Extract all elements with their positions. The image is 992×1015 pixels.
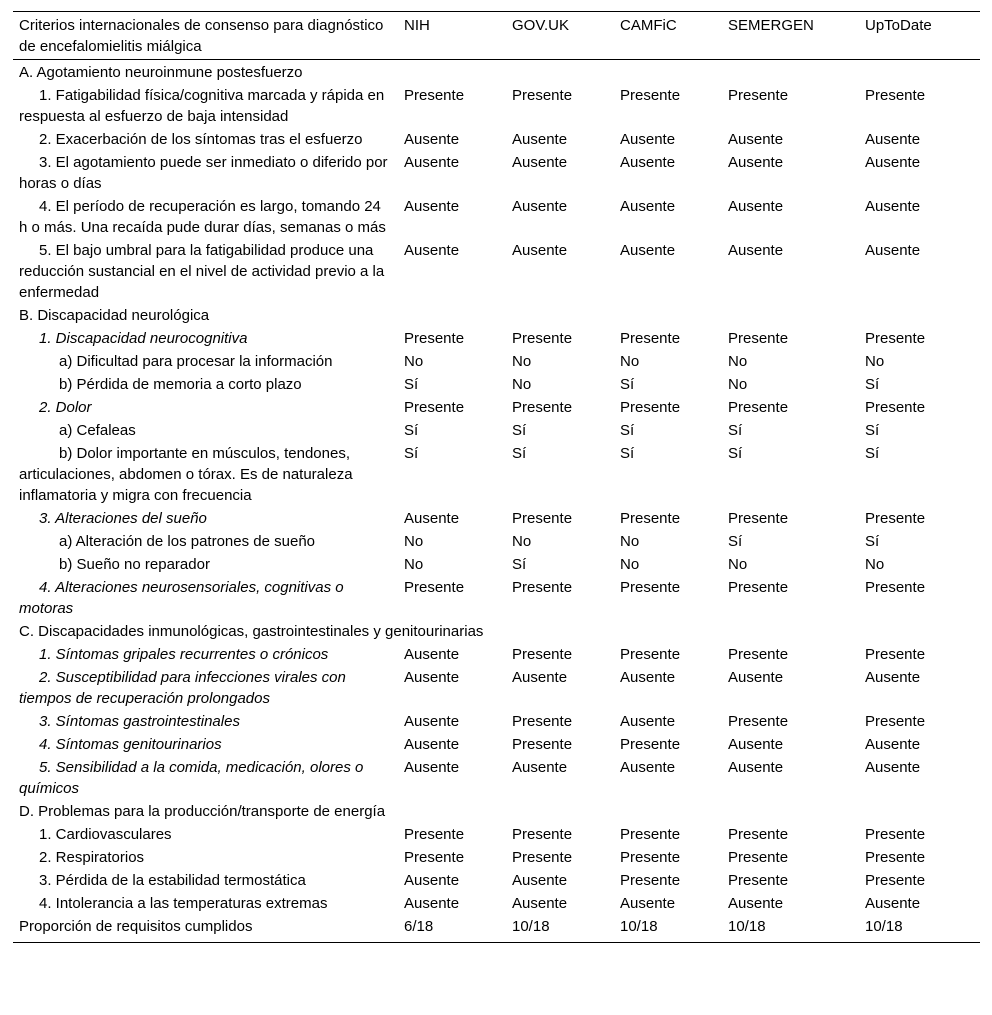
criterion-label: 2. Susceptibilidad para infecciones virales con tiempos de recuperación prolongados [19, 669, 346, 707]
value-govuk: Presente [512, 849, 573, 866]
criterion-label: 3. Pérdida de la estabilidad termostática [39, 872, 306, 889]
value-camfic: Presente [620, 330, 681, 347]
table-row [13, 443, 980, 508]
value-nih: Presente [404, 399, 465, 416]
value-nih: No [404, 533, 424, 550]
value-camfic: 10/18 [620, 918, 658, 935]
value-govuk: Presente [512, 826, 573, 843]
value-semergen: 10/18 [728, 918, 766, 935]
value-camfic: Presente [620, 646, 681, 663]
value-govuk: 10/18 [512, 918, 550, 935]
value-uptodate: Sí [865, 445, 880, 462]
value-camfic: Ausente [620, 198, 676, 215]
value-camfic: Presente [620, 872, 681, 889]
value-semergen: Sí [728, 445, 743, 462]
header-criteria: Criterios internacionales de consenso para diagnóstico de encefalomielitis miálgica [19, 17, 384, 55]
value-semergen: Ausente [728, 154, 784, 171]
value-govuk: No [512, 533, 532, 550]
value-uptodate: No [865, 556, 885, 573]
table-row [13, 351, 980, 374]
value-camfic: Ausente [620, 759, 676, 776]
value-semergen: Presente [728, 646, 789, 663]
value-uptodate: Ausente [865, 895, 921, 912]
section-heading: D. Problemas para la producción/transporte de energía [19, 803, 386, 820]
total-label: Proporción de requisitos cumplidos [19, 918, 253, 935]
value-camfic: Ausente [620, 669, 676, 686]
value-uptodate: No [865, 353, 885, 370]
value-semergen: Presente [728, 826, 789, 843]
table-row [13, 577, 980, 621]
value-semergen: Presente [728, 510, 789, 527]
value-camfic: Sí [620, 445, 635, 462]
value-semergen: Presente [728, 87, 789, 104]
table-row [13, 667, 980, 711]
value-semergen: Presente [728, 399, 789, 416]
value-uptodate: Ausente [865, 154, 921, 171]
value-govuk: Ausente [512, 154, 568, 171]
criterion-label: a) Alteración de los patrones de sueño [59, 533, 316, 550]
total-row [13, 916, 980, 943]
table-row [13, 152, 980, 196]
header-govuk: GOV.UK [512, 17, 569, 34]
criterion-label: 1. Fatigabilidad física/cognitiva marcada y rápida en respuesta al esfuerzo de baja intensidad [19, 87, 385, 125]
table-row [13, 420, 980, 443]
value-semergen: Presente [728, 713, 789, 730]
criterion-label: 1. Síntomas gripales recurrentes o crónicos [39, 646, 329, 663]
table-header [13, 12, 980, 60]
value-nih: Presente [404, 826, 465, 843]
value-camfic: Presente [620, 736, 681, 753]
value-uptodate: Sí [865, 533, 880, 550]
value-govuk: Presente [512, 736, 573, 753]
value-govuk: Ausente [512, 131, 568, 148]
value-semergen: No [728, 376, 748, 393]
criterion-label: 1. Discapacidad neurocognitiva [39, 330, 248, 347]
value-govuk: Ausente [512, 242, 568, 259]
value-uptodate: Presente [865, 87, 926, 104]
value-nih: Ausente [404, 131, 460, 148]
table-row [13, 397, 980, 420]
value-camfic: Ausente [620, 242, 676, 259]
table-row [13, 824, 980, 847]
value-govuk: No [512, 376, 532, 393]
criterion-label: 2. Dolor [39, 399, 92, 416]
value-uptodate: 10/18 [865, 918, 903, 935]
value-semergen: Ausente [728, 131, 784, 148]
section-heading: C. Discapacidades inmunológicas, gastrointestinales y genitourinarias [19, 623, 484, 640]
criteria-table [13, 11, 980, 943]
value-govuk: Ausente [512, 872, 568, 889]
value-govuk: Presente [512, 330, 573, 347]
value-camfic: No [620, 556, 640, 573]
value-semergen: Ausente [728, 669, 784, 686]
table-row [13, 508, 980, 531]
criterion-label: 4. Síntomas genitourinarios [39, 736, 222, 753]
value-semergen: Presente [728, 872, 789, 889]
value-nih: No [404, 353, 424, 370]
value-camfic: Sí [620, 422, 635, 439]
header-semergen: SEMERGEN [728, 17, 814, 34]
value-nih: No [404, 556, 424, 573]
criterion-label: b) Sueño no reparador [59, 556, 210, 573]
value-govuk: Presente [512, 87, 573, 104]
value-camfic: No [620, 533, 640, 550]
value-govuk: Presente [512, 510, 573, 527]
value-semergen: Sí [728, 533, 743, 550]
table-row [13, 85, 980, 129]
value-uptodate: Ausente [865, 669, 921, 686]
criterion-label: 4. Alteraciones neurosensoriales, cognitivas o motoras [19, 579, 344, 617]
value-nih: Ausente [404, 646, 460, 663]
value-camfic: Presente [620, 87, 681, 104]
header-uptodate: UpToDate [865, 17, 932, 34]
criterion-label: 1. Cardiovasculares [39, 826, 172, 843]
value-uptodate: Presente [865, 713, 926, 730]
table-row [13, 374, 980, 397]
table-row [13, 644, 980, 667]
table-row [13, 757, 980, 801]
value-camfic: Presente [620, 510, 681, 527]
table-row [13, 711, 980, 734]
value-semergen: Ausente [728, 736, 784, 753]
value-semergen: No [728, 353, 748, 370]
section-row [13, 801, 980, 824]
table-row [13, 847, 980, 870]
criterion-label: 4. Intolerancia a las temperaturas extremas [39, 895, 328, 912]
value-nih: Ausente [404, 872, 460, 889]
value-camfic: Presente [620, 579, 681, 596]
value-nih: Presente [404, 579, 465, 596]
value-govuk: Presente [512, 579, 573, 596]
value-nih: Ausente [404, 510, 460, 527]
criterion-label: 3. Alteraciones del sueño [39, 510, 207, 527]
value-nih: Ausente [404, 669, 460, 686]
value-govuk: No [512, 353, 532, 370]
value-uptodate: Sí [865, 376, 880, 393]
table-row [13, 870, 980, 893]
value-govuk: Sí [512, 556, 527, 573]
value-nih: Ausente [404, 198, 460, 215]
value-camfic: No [620, 353, 640, 370]
value-nih: Ausente [404, 154, 460, 171]
value-govuk: Ausente [512, 759, 568, 776]
value-nih: Ausente [404, 713, 460, 730]
value-uptodate: Presente [865, 399, 926, 416]
value-govuk: Ausente [512, 895, 568, 912]
value-nih: Presente [404, 849, 465, 866]
value-camfic: Sí [620, 376, 635, 393]
table-body [13, 60, 980, 943]
value-nih: 6/18 [404, 918, 434, 935]
value-govuk: Sí [512, 422, 527, 439]
value-nih: Sí [404, 445, 419, 462]
section-heading: A. Agotamiento neuroinmune postesfuerzo [19, 64, 303, 81]
header-row [13, 12, 980, 60]
value-uptodate: Presente [865, 646, 926, 663]
value-uptodate: Presente [865, 826, 926, 843]
value-uptodate: Sí [865, 422, 880, 439]
value-camfic: Ausente [620, 131, 676, 148]
section-row [13, 621, 980, 644]
table-row [13, 734, 980, 757]
value-semergen: Ausente [728, 198, 784, 215]
value-uptodate: Presente [865, 510, 926, 527]
value-camfic: Ausente [620, 713, 676, 730]
value-govuk: Ausente [512, 669, 568, 686]
header-camfic: CAMFiC [620, 17, 677, 34]
value-camfic: Presente [620, 399, 681, 416]
criterion-label: 4. El período de recuperación es largo, tomando 24 h o más. Una recaída pude durar días, semanas o más [19, 198, 386, 236]
value-nih: Sí [404, 422, 419, 439]
value-uptodate: Presente [865, 872, 926, 889]
value-camfic: Ausente [620, 895, 676, 912]
value-camfic: Presente [620, 849, 681, 866]
value-semergen: Ausente [728, 242, 784, 259]
section-row [13, 305, 980, 328]
criterion-label: 5. Sensibilidad a la comida, medicación, olores o químicos [19, 759, 364, 797]
value-uptodate: Presente [865, 849, 926, 866]
table-row [13, 554, 980, 577]
criterion-label: 5. El bajo umbral para la fatigabilidad produce una reducción sustancial en el nivel de actividad previo a la enfermedad [19, 242, 385, 301]
value-semergen: No [728, 556, 748, 573]
value-nih: Ausente [404, 895, 460, 912]
section-heading: B. Discapacidad neurológica [19, 307, 210, 324]
value-govuk: Presente [512, 399, 573, 416]
value-govuk: Presente [512, 713, 573, 730]
value-uptodate: Ausente [865, 242, 921, 259]
value-camfic: Presente [620, 826, 681, 843]
value-nih: Presente [404, 87, 465, 104]
criterion-label: a) Dificultad para procesar la información [59, 353, 333, 370]
value-govuk: Ausente [512, 198, 568, 215]
table-row [13, 893, 980, 916]
value-uptodate: Ausente [865, 759, 921, 776]
value-uptodate: Presente [865, 330, 926, 347]
table-row [13, 328, 980, 351]
criterion-label: 3. El agotamiento puede ser inmediato o diferido por horas o días [19, 154, 388, 192]
table-row [13, 531, 980, 554]
criterion-label: 2. Respiratorios [39, 849, 145, 866]
section-row [13, 60, 980, 86]
value-semergen: Ausente [728, 895, 784, 912]
value-semergen: Ausente [728, 759, 784, 776]
value-nih: Sí [404, 376, 419, 393]
value-semergen: Sí [728, 422, 743, 439]
value-semergen: Presente [728, 579, 789, 596]
value-semergen: Presente [728, 849, 789, 866]
table-row [13, 240, 980, 305]
criterion-label: a) Cefaleas [59, 422, 136, 439]
table-row [13, 129, 980, 152]
value-uptodate: Ausente [865, 131, 921, 148]
header-nih: NIH [404, 17, 430, 34]
criterion-label: 2. Exacerbación de los síntomas tras el esfuerzo [39, 131, 363, 148]
value-uptodate: Ausente [865, 198, 921, 215]
value-nih: Presente [404, 330, 465, 347]
criterion-label: 3. Síntomas gastrointestinales [39, 713, 240, 730]
value-camfic: Ausente [620, 154, 676, 171]
criterion-label: b) Dolor importante en músculos, tendones, articulaciones, abdomen o tórax. Es de naturaleza inflamatoria y migra con frecuencia [19, 445, 353, 504]
table-row [13, 196, 980, 240]
value-nih: Ausente [404, 759, 460, 776]
value-nih: Ausente [404, 736, 460, 753]
value-nih: Ausente [404, 242, 460, 259]
value-semergen: Presente [728, 330, 789, 347]
criterion-label: b) Pérdida de memoria a corto plazo [59, 376, 302, 393]
value-govuk: Sí [512, 445, 527, 462]
value-govuk: Presente [512, 646, 573, 663]
value-uptodate: Presente [865, 579, 926, 596]
value-uptodate: Ausente [865, 736, 921, 753]
